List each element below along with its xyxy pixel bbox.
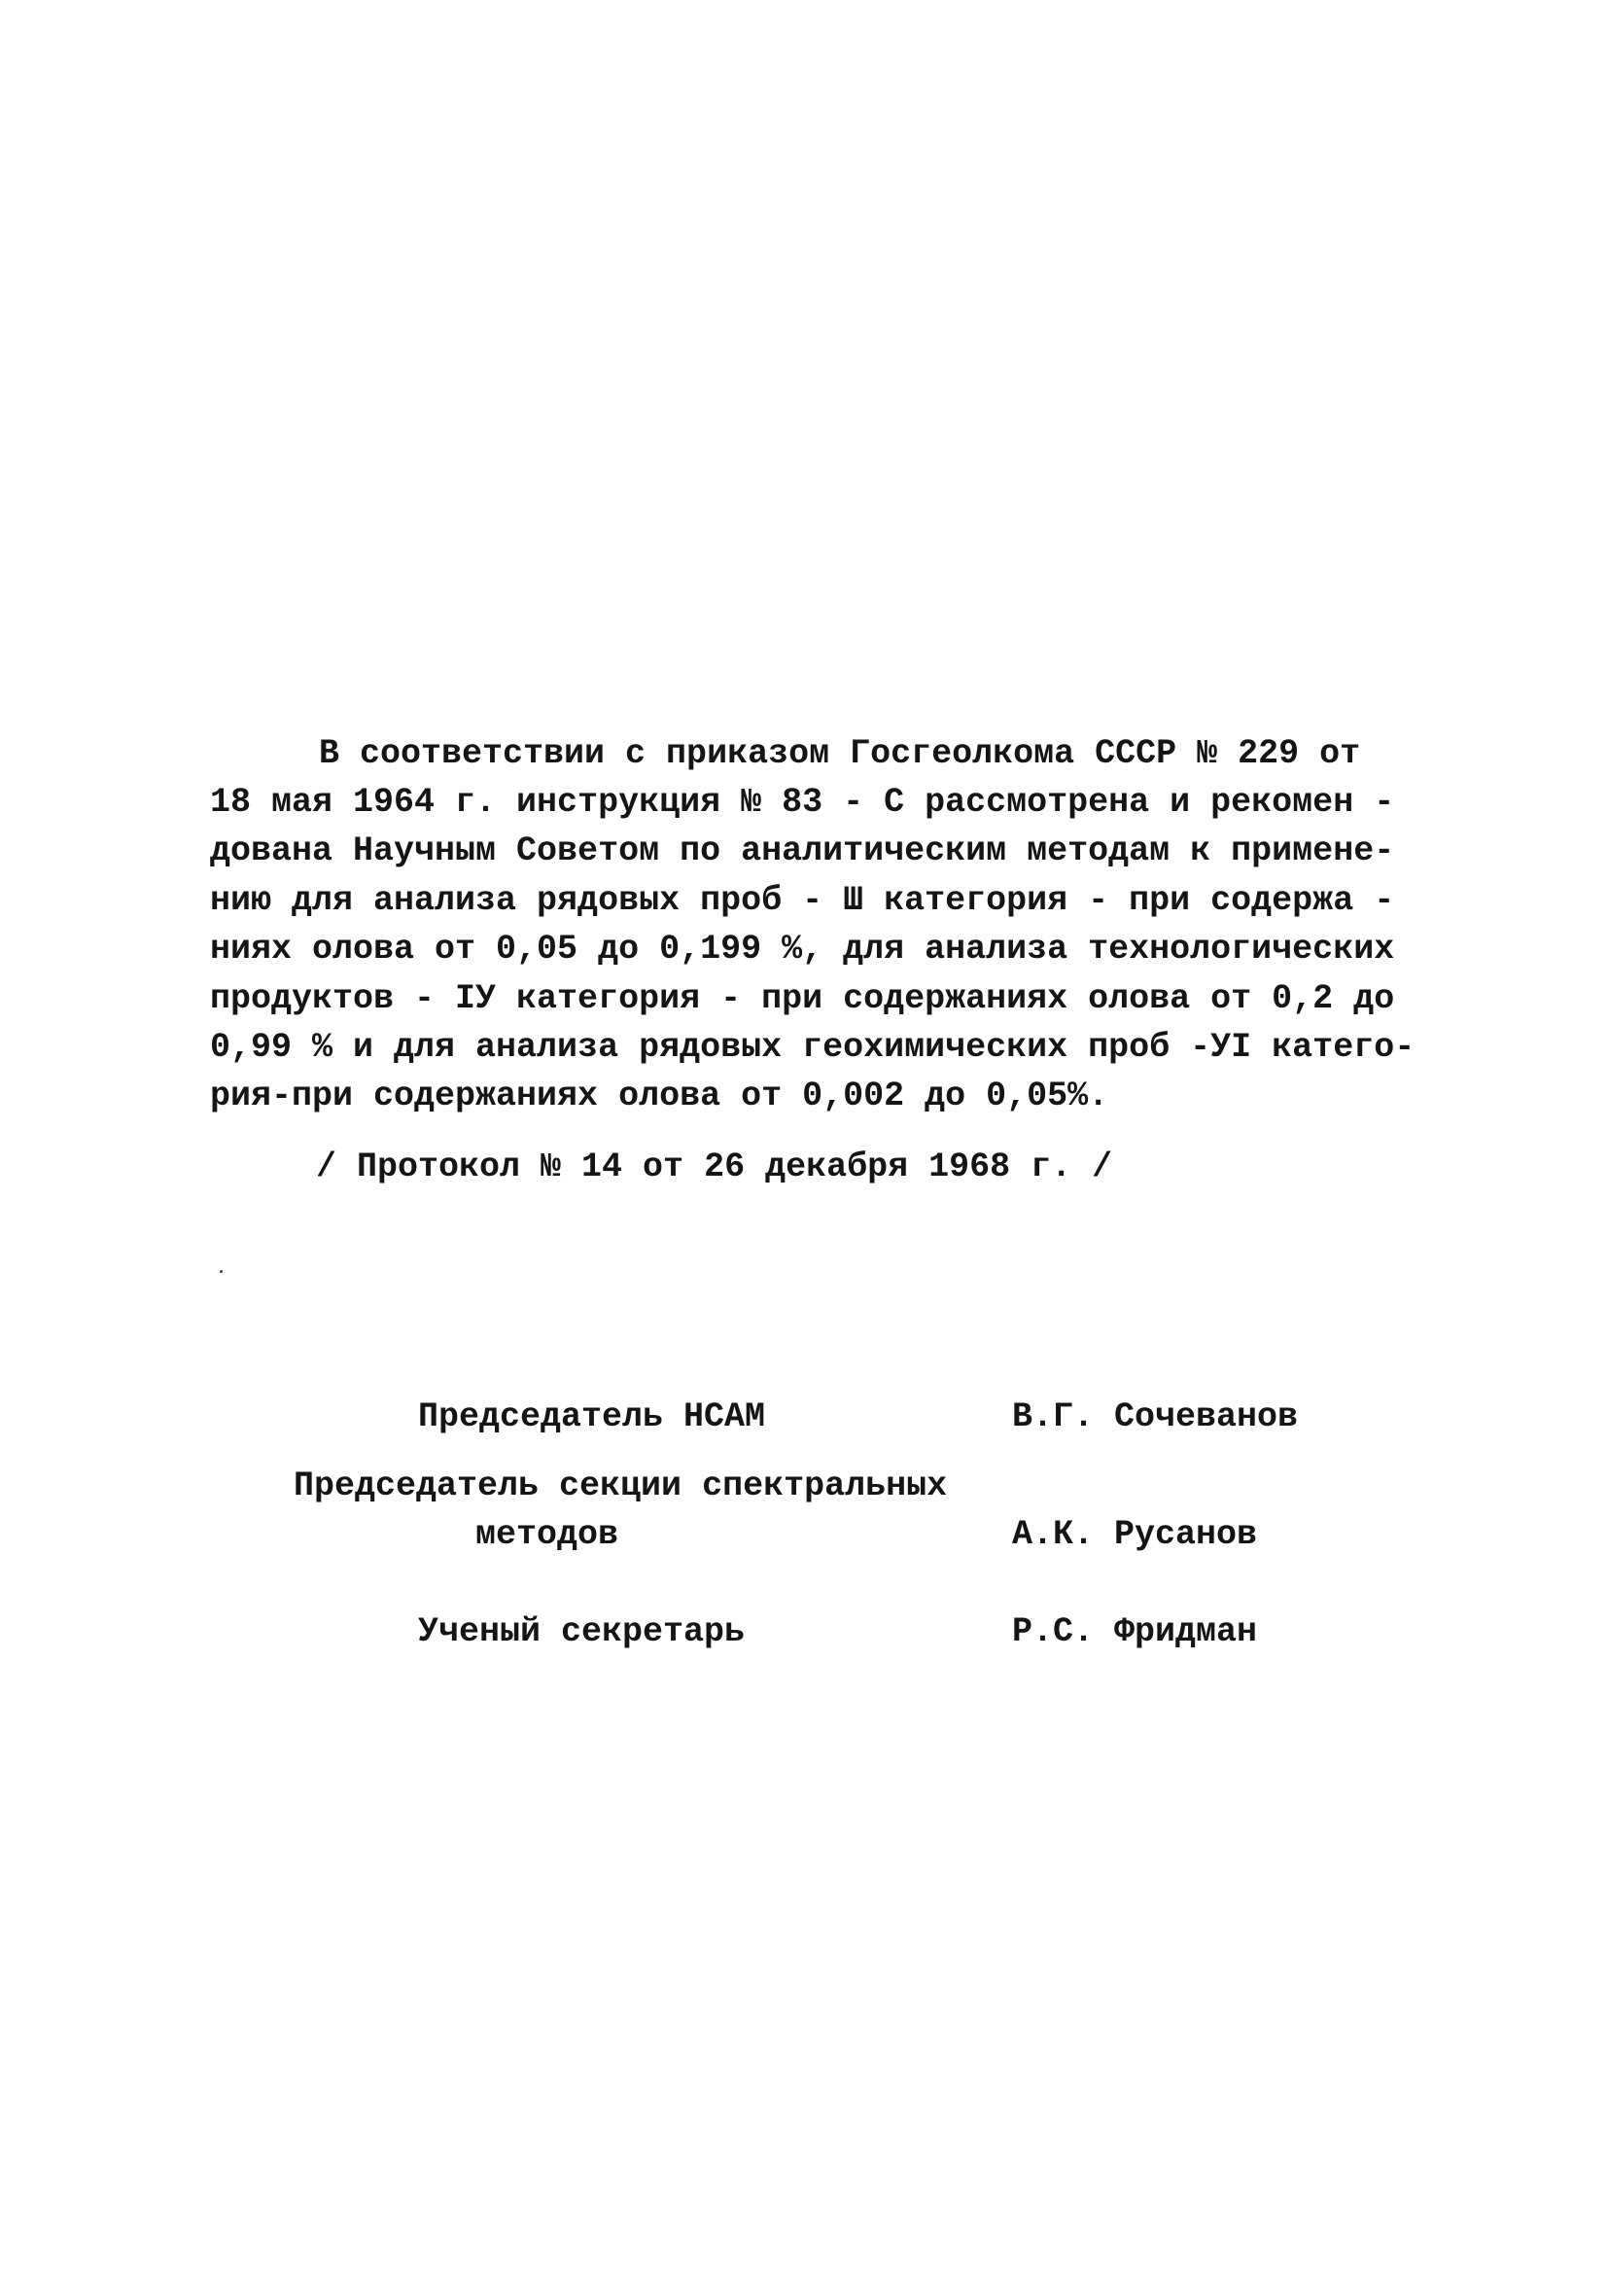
paragraph-line: ниях олова от 0,05 до 0,199 %, для анализа технологических	[210, 930, 1395, 969]
paragraph-line: В соответствии с приказом Госгеолкома СССР № 229 от	[319, 734, 1361, 773]
protocol-reference: / Протокол № 14 от 26 декабря 1968 г. /	[316, 1148, 1113, 1186]
secretary-name: Р.С. Фридман	[1012, 1612, 1258, 1651]
paragraph-line: нию для анализа рядовых проб - Ш категория - при содержа -	[210, 881, 1395, 920]
paragraph-line: 18 мая 1964 г. инструкция № 83 - С рассмотрена и рекомен -	[210, 783, 1395, 822]
section-chair-name: А.К. Русанов	[1012, 1515, 1258, 1554]
section-chair-title: Председатель секции спектральных	[294, 1466, 948, 1505]
paragraph-line: дована Научным Советом по аналитическим методам к примене-	[210, 831, 1395, 870]
secretary-title: Ученый секретарь	[418, 1612, 746, 1651]
chairman-title: Председатель НСАМ	[418, 1397, 766, 1436]
scan-speck	[220, 1270, 223, 1273]
section-chair-title-cont: методов	[475, 1515, 619, 1554]
paragraph-line: 0,99 % и для анализа рядовых геохимических проб -УI катего-	[210, 1028, 1416, 1067]
chairman-name: В.Г. Сочеванов	[1012, 1397, 1299, 1436]
paragraph-line: продуктов - IУ категория - при содержаниях олова от 0,2 до	[210, 979, 1395, 1018]
paragraph-line: рия-при содержаниях олова от 0,002 до 0,05%.	[210, 1077, 1109, 1115]
